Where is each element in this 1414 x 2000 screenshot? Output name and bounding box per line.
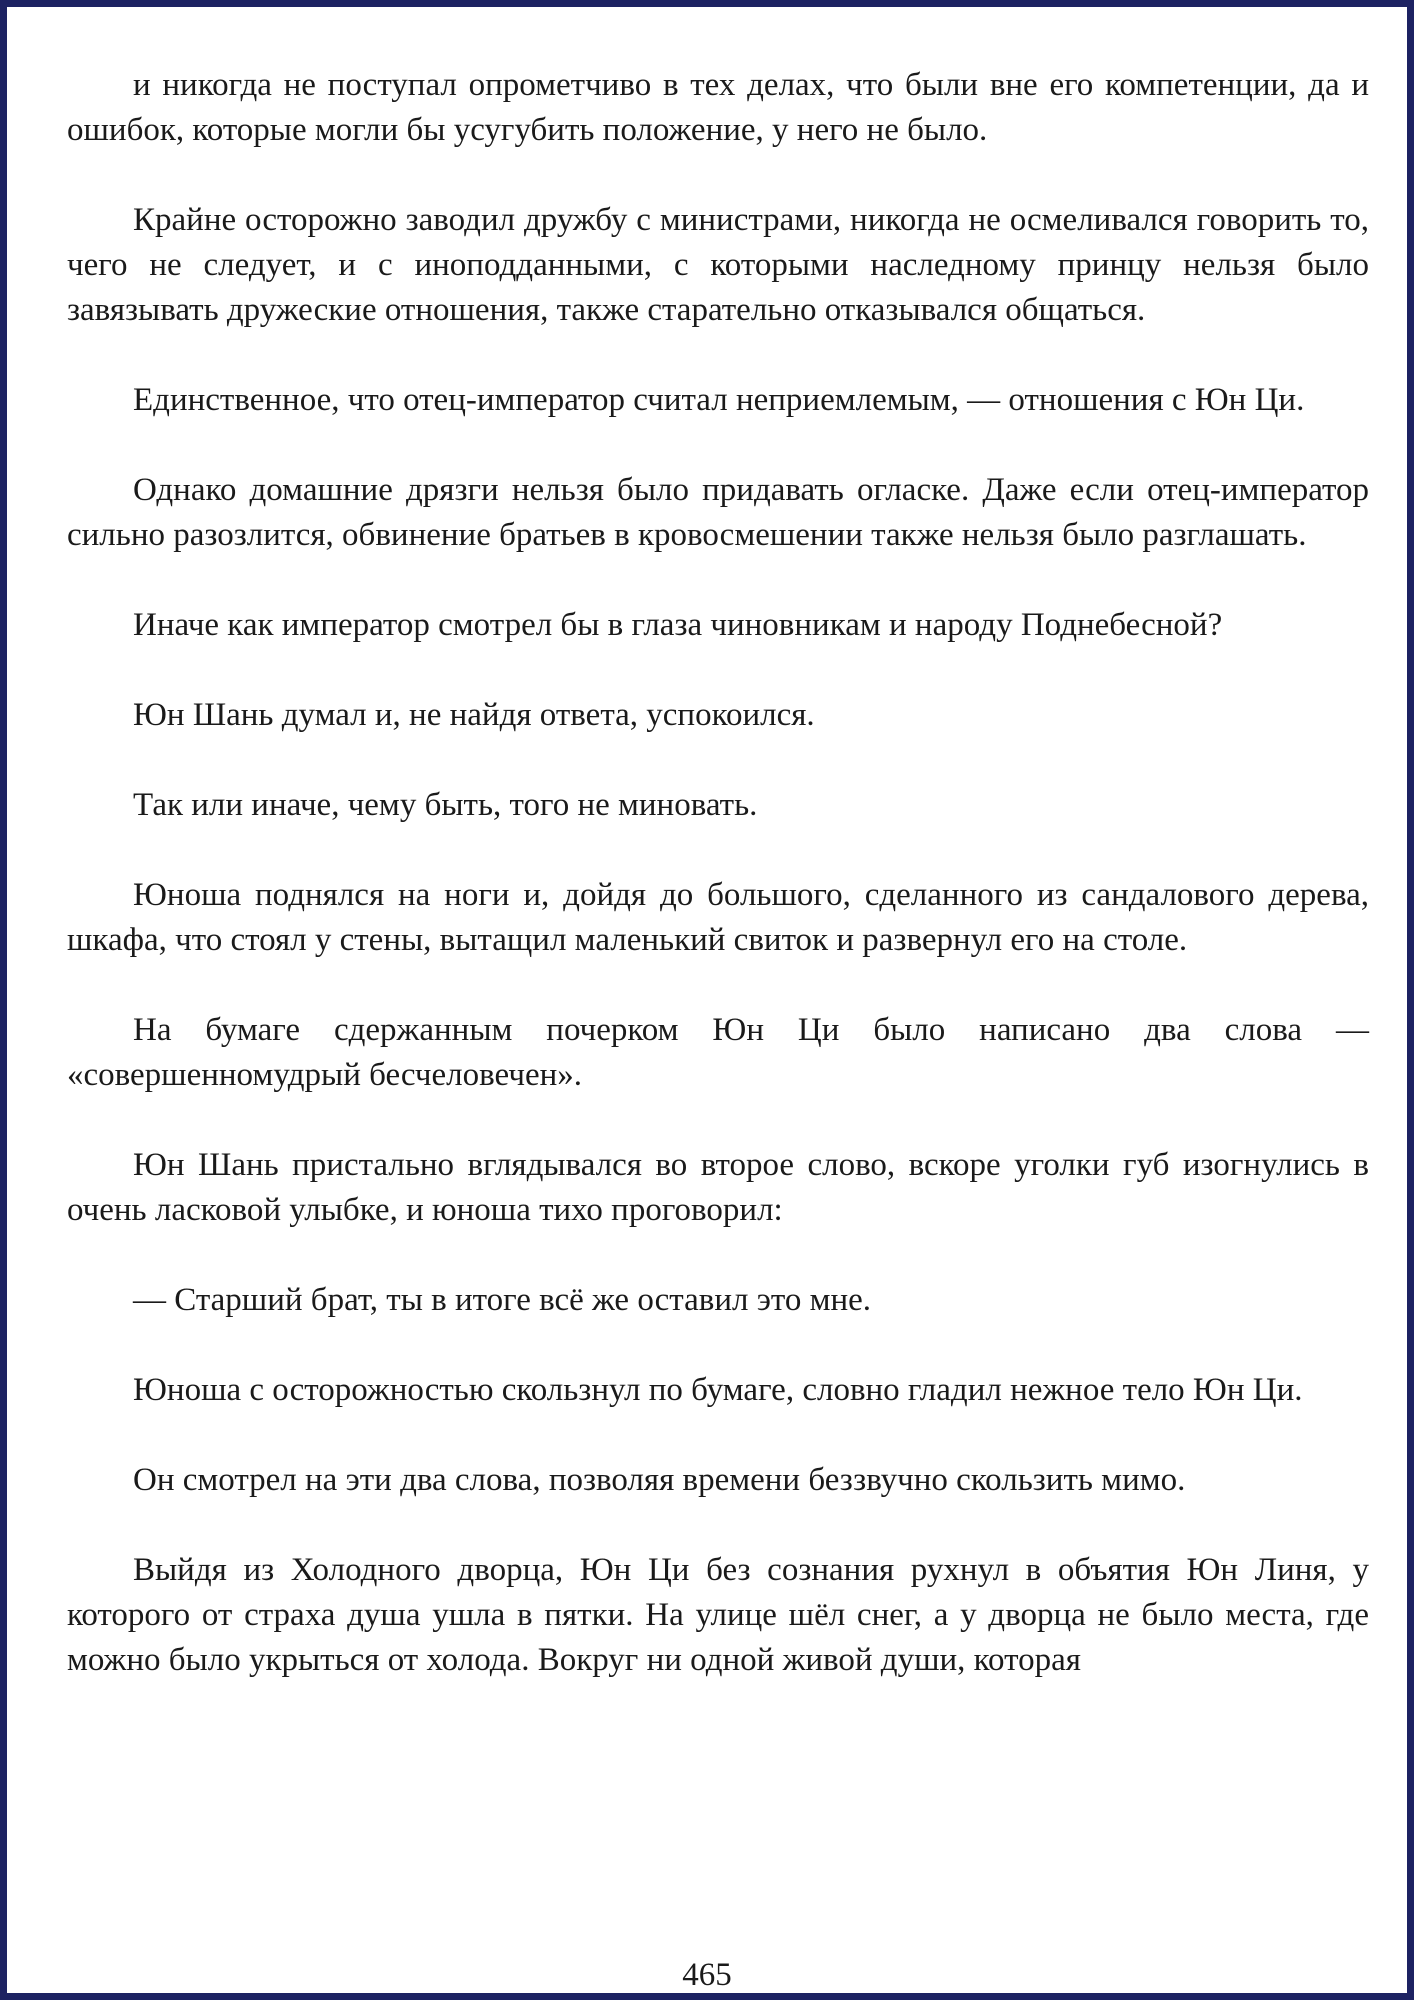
paragraph-1: и никогда не поступал опрометчиво в тех делах, что были вне его компетенции, да и ошибок, которые могли бы усугубить положение, у него не было. xyxy=(67,67,1369,148)
paragraph-5: Иначе как император смотрел бы в глаза чиновникам и народу Поднебесной? xyxy=(133,607,1223,643)
page-number: 465 xyxy=(682,1957,732,1993)
paragraph-9: На бумаге сдержанным почерком Юн Ци было написано два слова — «совершенномудрый бесчеловечен». xyxy=(67,1012,1369,1093)
paragraph-3: Единственное, что отец-император считал неприемлемым, — отношения с Юн Ци. xyxy=(133,382,1305,418)
paragraph-6: Юн Шань думал и, не найдя ответа, успокоился. xyxy=(133,697,815,733)
paragraph-10: Юн Шань пристально вглядывался во второе слово, вскоре уголки губ изогнулись в очень ласковой улыбке, и юноша тихо проговорил: xyxy=(67,1147,1369,1228)
paragraph-12: Юноша с осторожностью скользнул по бумаге, словно гладил нежное тело Юн Ци. xyxy=(133,1372,1303,1408)
page-body-text xyxy=(67,63,1369,1683)
paragraph-7: Так или иначе, чему быть, того не миновать. xyxy=(133,787,758,823)
paragraph-11: — Старший брат, ты в итоге всё же оставил это мне. xyxy=(133,1282,872,1318)
paragraph-2: Крайне осторожно заводил дружбу с министрами, никогда не осмеливался говорить то, чего не следует, и с иноподданными, с которыми наследному принцу нельзя было завязывать дружеские отношения, также старательно отказывался общаться. xyxy=(67,202,1369,328)
paragraph-4: Однако домашние дрязги нельзя было придавать огласке. Даже если отец-император сильно разозлится, обвинение братьев в кровосмешении также нельзя было разглашать. xyxy=(67,472,1369,553)
paragraph-8: Юноша поднялся на ноги и, дойдя до большого, сделанного из сандалового дерева, шкафа, что стоял у стены, вытащил маленький свиток и развернул его на столе. xyxy=(67,877,1369,958)
paragraph-13: Он смотрел на эти два слова, позволяя времени беззвучно скользить мимо. xyxy=(133,1462,1186,1498)
paragraph-14: Выйдя из Холодного дворца, Юн Ци без сознания рухнул в объятия Юн Линя, у которого от страха душа ушла в пятки. На улице шёл снег, а у дворца не было места, где можно было укрыться от холода. Вокруг ни одной живой души, которая xyxy=(67,1552,1369,1678)
